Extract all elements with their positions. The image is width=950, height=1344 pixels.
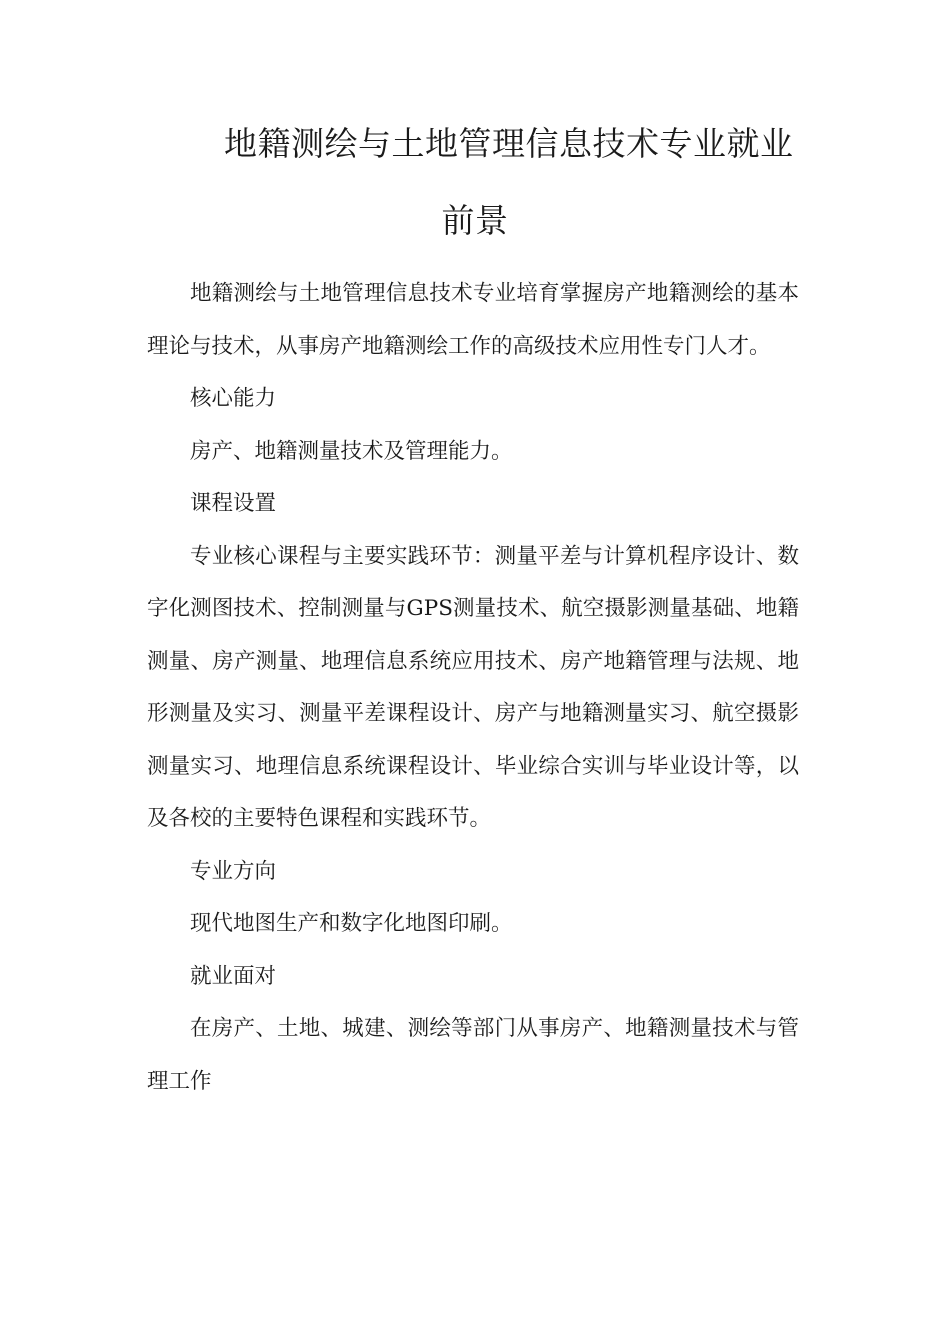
document-title-line-2: 前景: [441, 201, 509, 240]
core-ability-paragraph: 房产、地籍测量技术及管理能力。: [190, 438, 513, 464]
intro-paragraph: 地籍测绘与土地管理信息技术专业培育掌握房产地籍测绘的基本理论与技术，从事房产地籍测绘工作的高级技术应用性专门人才。: [147, 281, 799, 359]
document-body: [147, 268, 799, 1108]
section-heading-core-ability: 核心能力: [190, 386, 277, 411]
section-heading-direction: 专业方向: [190, 858, 277, 884]
direction-paragraph: 现代地图生产和数字化地图印刷。: [190, 911, 513, 936]
section-heading-employment: 就业面对: [190, 963, 277, 989]
employment-paragraph: 在房产、土地、城建、测绘等部门从事房产、地籍测量技术与管理工作: [147, 1016, 799, 1094]
section-heading-courses: 课程设置: [190, 491, 277, 516]
document-title-line-1: 地籍测绘与土地管理信息技术专业就业: [224, 124, 794, 163]
courses-paragraph: 专业核心课程与主要实践环节：测量平差与计算机程序设计、数字化测图技术、控制测量与GPS测量技术、航空摄影测量基础、地籍测量、房产测量、地理信息系统应用技术、房产地籍管理与法规、地形测量及实习、测量平差课程设计、房产与地籍测量实习、航空摄影测量实习、地理信息系统课程设计、毕业综合实训与毕业设计等，以及各校的主要特色课程和实践环节。: [147, 543, 799, 831]
